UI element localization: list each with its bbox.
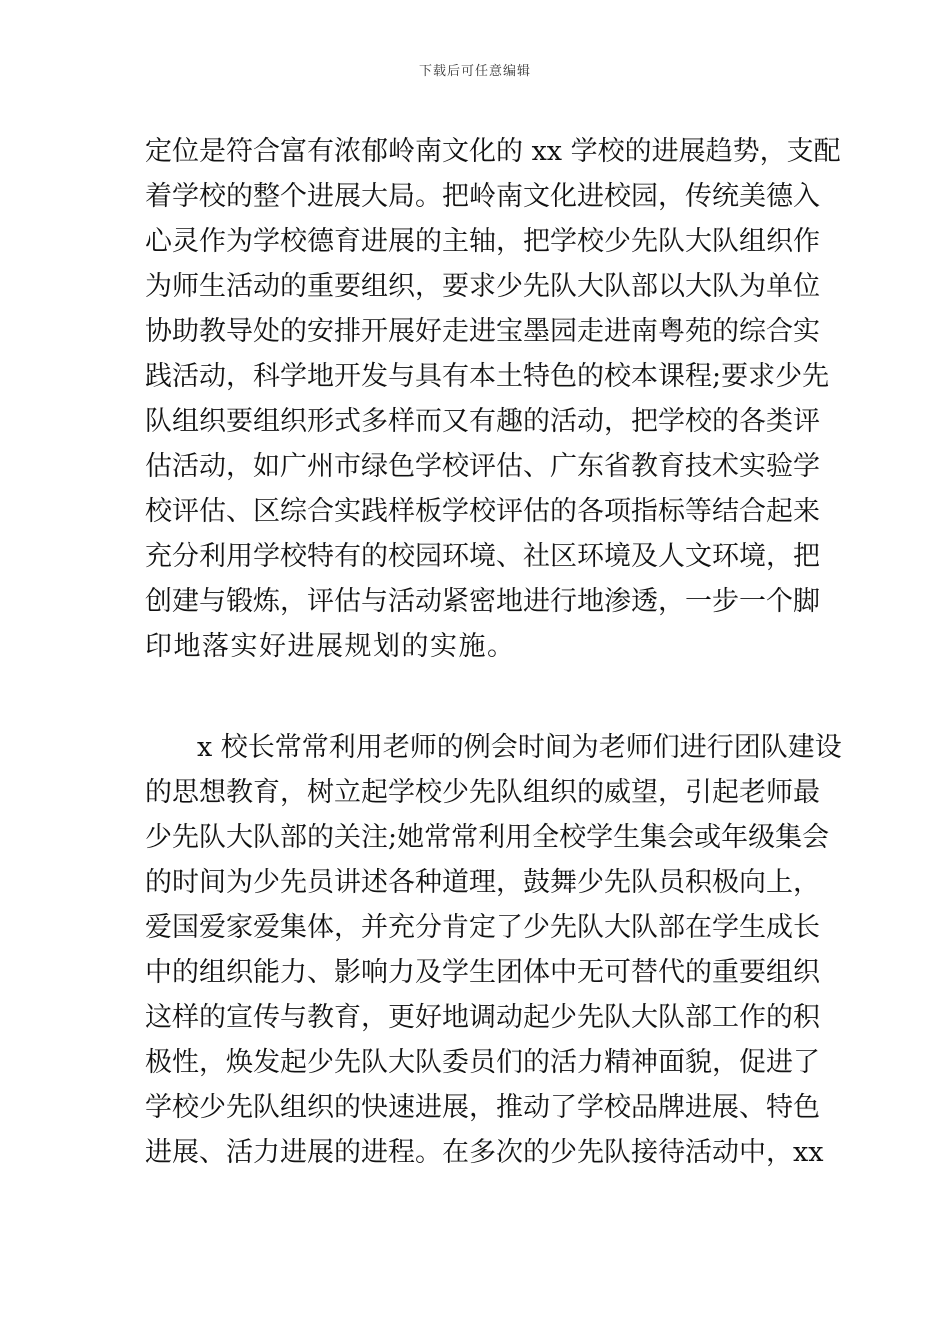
paragraph-2-line-3: 少先队大队部的关注;她常常利用全校学生集会或年级集会	[145, 822, 830, 853]
paragraph-1-line-3: 心灵作为学校德育进展的主轴，把学校少先队大队组织作	[145, 226, 820, 257]
paragraph-2-line-8: 极性，焕发起少先队大队委员们的活力精神面貌，促进了	[145, 1047, 820, 1078]
paragraph-1-line-12: 印地落实好进展规划的实施。	[145, 631, 516, 662]
paragraph-1-line-6: 践活动，科学地开发与具有本土特色的校本课程;要求少先	[145, 361, 830, 392]
paragraph-2-line-9: 学校少先队组织的快速进展，推动了学校品牌进展、特色	[145, 1092, 820, 1123]
paragraph-1-line-2: 着学校的整个进展大局。把岭南文化进校园，传统美德入	[145, 181, 820, 212]
paragraph-2-line-4: 的时间为少先员讲述各种道理，鼓舞少先队员积极向上，	[145, 867, 820, 898]
paragraph-2-line-7: 这样的宣传与教育，更好地调动起少先队大队部工作的积	[145, 1002, 820, 1033]
page-header: 下载后可任意编辑	[418, 64, 531, 79]
paragraph-1-line-11: 创建与锻炼，评估与活动紧密地进行地渗透，一步一个脚	[145, 586, 820, 617]
paragraph-2-line-10: 进展、活力进展的进程。在多次的少先队接待活动中，xx	[145, 1137, 824, 1168]
paragraph-1-line-1: 定位是符合富有浓郁岭南文化的 xx 学校的进展趋势，支配	[145, 136, 841, 167]
paragraph-1-line-4: 为师生活动的重要组织，要求少先队大队部以大队为单位	[145, 271, 820, 302]
paragraph-1-line-5: 协助教导处的安排开展好走进宝墨园走进南粤苑的综合实	[145, 316, 820, 347]
paragraph-1-line-10: 充分利用学校特有的校园环境、社区环境及人文环境，把	[145, 541, 820, 572]
paragraph-1-line-8: 估活动，如广州市绿色学校评估、广东省教育技术实验学	[145, 451, 820, 482]
paragraph-1-line-9: 校评估、区综合实践样板学校评估的各项指标等结合起来	[145, 496, 820, 527]
paragraph-2-line-2: 的思想教育，树立起学校少先队组织的威望，引起老师最	[145, 777, 820, 808]
paragraph-2-line-1: x 校长常常利用老师的例会时间为老师们进行团队建设	[197, 732, 842, 763]
paragraph-1-line-7: 队组织要组织形式多样而又有趣的活动，把学校的各类评	[145, 406, 820, 437]
paragraph-2-line-6: 中的组织能力、影响力及学生团体中无可替代的重要组织	[145, 957, 820, 988]
paragraph-2-line-5: 爱国爱家爱集体，并充分肯定了少先队大队部在学生成长	[145, 912, 820, 943]
